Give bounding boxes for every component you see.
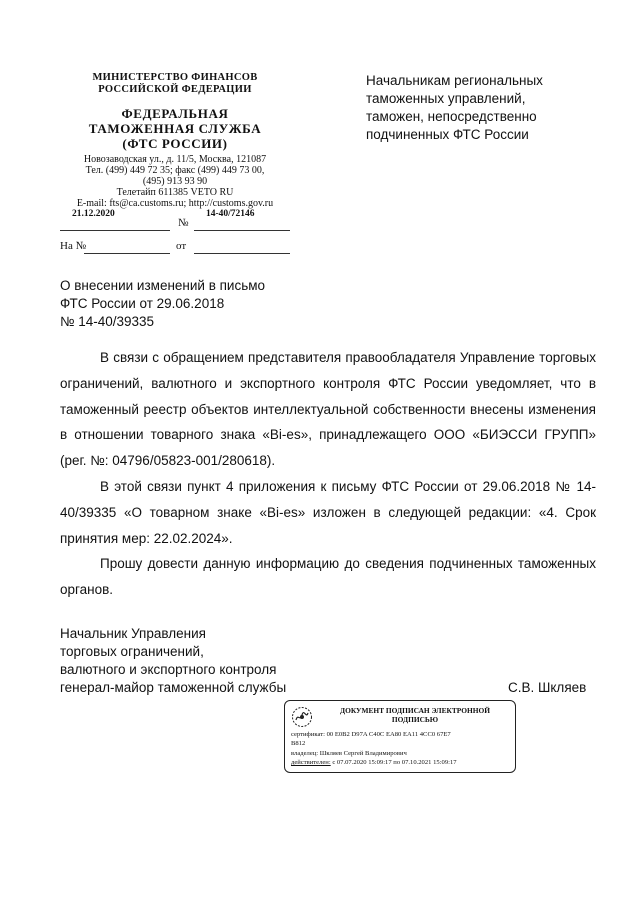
signatory-title [60, 625, 320, 697]
signatory-title-line-1: Начальник Управления [60, 626, 206, 641]
reference-underline [84, 253, 170, 254]
address-line-4: Телетайп 611385 VETO RU [116, 187, 234, 198]
electronic-signature-stamp [284, 700, 516, 773]
certificate-value-continued: B812 [291, 740, 306, 747]
service-line-1: ФЕДЕРАЛЬНАЯ [121, 106, 229, 121]
stamp-owner [291, 750, 407, 758]
number-sign: № [178, 217, 189, 229]
address-block [60, 154, 290, 209]
document-date: 21.12.2020 [72, 209, 115, 219]
service-line-2: ТАМОЖЕННАЯ СЛУЖБА [88, 121, 262, 136]
address-line-2: Тел. (499) 449 72 35; факс (499) 449 73 00, [85, 165, 265, 176]
body-paragraph-1: В связи с обращением представителя правообладателя Управление торговых ограничений, валютного и экспортного контроля ФТС России уведомляет, что в таможенный реестр объектов интеллектуальной собственности внесены изменения в отношении товарного знака «Bi-es», принадлежащего ООО «БИЭССИ ГРУПП» (рег. №: 04796/05823-001/280618). [60, 350, 596, 469]
validity-label: действителен: [291, 759, 331, 766]
service-header [60, 106, 290, 151]
stamp-header-line-1: ДОКУМЕНТ ПОДПИСАН ЭЛЕКТРОННОЙ [340, 706, 490, 715]
ministry-line-2: РОССИЙСКОЙ ФЕДЕРАЦИИ [98, 84, 252, 95]
signatory-name: С.В. Шкляев [508, 680, 587, 695]
reference-label: На № [60, 240, 87, 252]
signatory-title-line-2: торговых ограничений, [60, 644, 204, 659]
stamp-header-line-2: ПОДПИСЬЮ [391, 715, 439, 724]
addressee-line-2: таможенных управлений, [366, 91, 526, 106]
digital-signature-icon [291, 706, 313, 728]
certificate-value: 00 E0B2 D97A C40C EA80 EA11 4CC0 67E7 [326, 731, 451, 738]
owner-value: Шкляев Сергей Владимирович [319, 750, 407, 757]
address-line-3: (495) 913 93 90 [142, 176, 208, 187]
ministry-header [60, 72, 290, 96]
number-underline [194, 230, 290, 231]
date-underline [60, 230, 170, 231]
addressee-line-1: Начальникам региональных [366, 73, 543, 88]
signatory-title-line-4: генерал-майор таможенной службы [60, 680, 287, 695]
body-paragraph-2: В этой связи пункт 4 приложения к письму ФТС России от 29.06.2018 № 14-40/39335 «О товарном знаке «Bi-es» изложен в следующей редакции: «4. Срок принятия мер: 22.02.2024». [60, 478, 596, 546]
subject-line-1: О внесении изменений в письмо [60, 278, 266, 293]
reference-date-underline [194, 253, 290, 254]
addressee-line-3: таможен, непосредственно [366, 109, 537, 124]
address-line-1: Новозаводская ул., д. 11/5, Москва, 121087 [83, 154, 267, 165]
subject-line-3: № 14-40/39335 [60, 314, 155, 329]
validity-value: с 07.07.2020 15:09:17 по 07.10.2021 15:09:17 [332, 759, 457, 766]
signatory-title-line-3: валютного и экспортного контроля [60, 662, 277, 677]
addressee-line-4: подчиненных ФТС России [366, 127, 529, 142]
subject-block [60, 277, 320, 331]
body-paragraph-3: Прошу довести данную информацию до сведения подчиненных таможенных органов. [60, 556, 596, 598]
reference-from-label: от [176, 240, 187, 252]
addressee-block [366, 72, 606, 144]
stamp-validity [291, 759, 457, 767]
subject-line-2: ФТС России от 29.06.2018 [60, 296, 225, 311]
letter-body [60, 345, 596, 603]
service-line-3: (ФТС РОССИИ) [122, 136, 228, 151]
stamp-certificate [291, 731, 451, 739]
address-line-5: E-mail: fts@ca.customs.ru; http://customs.gov.ru [76, 198, 274, 209]
stamp-certificate-cont [291, 740, 305, 748]
document-number: 14-40/72146 [206, 209, 255, 219]
stamp-header [319, 706, 511, 724]
certificate-label: сертификат: [291, 731, 325, 738]
ministry-line-1: МИНИСТЕРСТВО ФИНАНСОВ [92, 72, 258, 83]
owner-label: владелец: [291, 750, 319, 757]
